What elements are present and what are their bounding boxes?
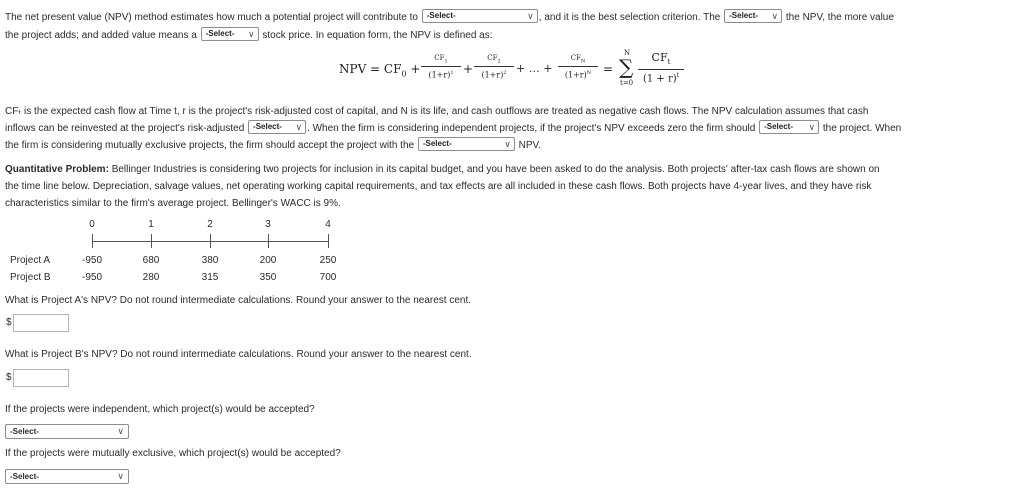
npv-lhs: NPV = $CF_0$ + — [339, 62, 421, 79]
para2-line-1: CFₜ is the expected cash flow at Time t, r is the project's risk-adjusted cost of capital, and N is its life, and cash outflows are treated as negative cash flows. The NPV calculation assumes that cash — [5, 106, 869, 117]
currency-symbol: $ — [6, 317, 12, 328]
problem-line-3: characteristics similar to the firm's average project. Bellinger's WACC is 9%. — [5, 198, 341, 209]
period-label: 2 — [207, 219, 213, 230]
independent-projects-select[interactable]: -Select- ∨ — [5, 424, 129, 439]
intro-text: the project adds; and added value means a — [5, 30, 197, 41]
npv-size-select[interactable]: -Select- ∨ — [724, 9, 782, 23]
problem-label: Quantitative Problem: — [5, 164, 109, 175]
fraction-term-2: $\frac{CF_2}{(1+r)^2}$ — [474, 54, 514, 82]
chevron-down-icon: ∨ — [117, 471, 124, 481]
para-text: NPV. — [518, 140, 542, 151]
reinvest-rate-select[interactable]: -Select- ∨ — [248, 120, 306, 134]
para-text: inflows can be reinvested at the project's risk-adjusted — [5, 123, 245, 134]
timeline-tick — [151, 234, 152, 248]
chevron-down-icon: ∨ — [771, 11, 779, 22]
fraction-term-t: $CF_t$ $(1 + r)^t$ — [638, 51, 684, 86]
cash-flow-value: 700 — [319, 272, 337, 283]
exclusive-projects-select[interactable]: -Select- ∨ — [5, 469, 129, 484]
intro-line-2 — [5, 29, 493, 43]
intro-text: , and it is the best selection criterion. The — [538, 12, 721, 23]
para2-line-2 — [5, 122, 901, 136]
intro-text: the NPV, the more value — [785, 12, 894, 23]
contribute-select[interactable]: -Select- ∨ — [422, 9, 538, 23]
question-npv-a: What is Project A's NPV? Do not round intermediate calculations. Round your answer to the nearest cent. — [5, 295, 472, 306]
timeline-tick — [268, 234, 269, 248]
intro-text: The net present value (NPV) method estimates how much a potential project will contribute to — [5, 12, 418, 23]
sum-upper: N — [624, 49, 631, 57]
cash-flow-value: 200 — [259, 255, 277, 266]
equals-sign: = — [603, 62, 614, 76]
chevron-down-icon: ∨ — [117, 426, 124, 436]
independent-decision-select[interactable]: -Select- ∨ — [759, 120, 819, 134]
intro-text: stock price. In equation form, the NPV is defined as: — [262, 30, 493, 41]
stock-price-select[interactable]: -Select- ∨ — [201, 27, 259, 41]
project-b-label: Project B — [10, 272, 51, 283]
cash-flow-value: 250 — [319, 255, 337, 266]
npv-a-input[interactable] — [13, 314, 69, 332]
timeline-tick — [328, 234, 329, 248]
chevron-down-icon: ∨ — [504, 139, 511, 150]
exclusive-npv-select[interactable]: -Select- ∨ — [418, 137, 515, 151]
ellipsis: + … + — [516, 62, 553, 75]
question-independent: If the projects were independent, which project(s) would be accepted? — [5, 404, 315, 415]
problem-line-1 — [5, 163, 880, 177]
cash-flow-value: 280 — [142, 272, 160, 283]
cash-flow-value: -950 — [81, 255, 102, 266]
sum-lower: t=0 — [620, 79, 634, 87]
para-text: the project. When — [822, 123, 902, 134]
intro-line-1 — [5, 11, 894, 25]
question-npv-b: What is Project B's NPV? Do not round intermediate calculations. Round your answer to the nearest cent. — [5, 349, 472, 360]
question-exclusive: If the projects were mutually exclusive, which project(s) would be accepted? — [5, 448, 341, 459]
para-text: . When the firm is considering independent projects, if the project's NPV exceeds zero the firm should — [307, 123, 756, 134]
problem-text: Bellinger Industries is considering two projects for inclusion in its capital budget, and you have been asked to do the analysis. Both projects' after-tax cash flows are shown on — [111, 164, 880, 175]
fraction-term-n: $CF_N$ $(1+r)^N$ — [558, 54, 598, 82]
chevron-down-icon: ∨ — [248, 29, 255, 40]
sigma-icon: ∑ — [619, 55, 634, 79]
para2-line-3 — [5, 139, 541, 153]
chevron-down-icon: ∨ — [295, 122, 303, 133]
chevron-down-icon: ∨ — [808, 122, 816, 133]
problem-line-2: the time line below. Depreciation, salvage values, net operating working capital requirements, and tax effects are all included in these cash flows. Both projects have 4-year lives, and they have risk — [5, 181, 872, 192]
para-text: the firm is considering mutually exclusive projects, the firm should accept the project with the — [5, 140, 415, 151]
project-a-label: Project A — [10, 255, 51, 266]
period-label: 1 — [148, 219, 154, 230]
chevron-down-icon: ∨ — [527, 11, 534, 22]
period-label: 4 — [325, 219, 331, 230]
npv-b-input[interactable] — [13, 369, 69, 387]
timeline-tick — [92, 234, 93, 248]
cash-flow-value: 315 — [201, 272, 219, 283]
period-label: 3 — [265, 219, 271, 230]
currency-symbol: $ — [6, 372, 12, 383]
plus-sign: + — [463, 62, 474, 76]
cash-flow-value: 350 — [259, 272, 277, 283]
cash-flow-value: 680 — [142, 255, 160, 266]
cash-flow-value: -950 — [81, 272, 102, 283]
timeline-tick — [210, 234, 211, 248]
period-label: 0 — [89, 219, 95, 230]
fraction-term-1: $\frac{CF_1}{(1+r)^1}$ — [421, 54, 461, 82]
cash-flow-value: 380 — [201, 255, 219, 266]
